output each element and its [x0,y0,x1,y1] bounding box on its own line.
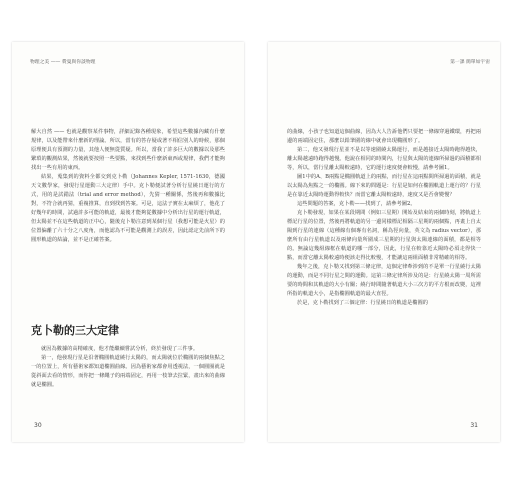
running-head-right: 第一課 簡單如宇宙 [450,60,490,65]
section-heading: 克卜勒的三大定律 [31,324,119,337]
paragraph: 克卜勒發現，如果在某段期間（例如三星期）開始及結束的兩個時刻，將軌道上標記行星的位置，然後再將軌道的另一邊同樣標記相隔三星期的兩個點，再畫上自太陽到行星的連線（這種線有個專有名詞，稱為徑向量，英文為 radius vector），那麼所有由行星軌道以及兩條向量所圍成三星期的行星與太陽連線的面積，都是相等的。無論這幾組線框在軌道的哪一部分，因此，行星在較靠近太陽時必須走得快一點，而當它離太陽較遠時便該走得比較慢，才能讓這兩組面積非常精確的相等。 [287,210,481,261]
left-body-top [31,128,225,245]
paragraph: 就因為數據的高精確度，他才能繼續嘗試分析，終於發現了三件事。 [41,346,199,352]
paragraph: 於是，克卜勒找到了三個定律：行星繞日的軌道是橢圓的 [297,300,428,306]
running-head-left: 物理之美 —— 費曼與你談物理 [30,60,96,65]
paragraph: 幾年之後，克卜勒又找到第三條定律，這個定律牽涉到的不是單一行星繞行太陽的運動，而是不同行星之間的運動。這第三條定律所涉及的是：行星繞太陽一周所需要的時間和其軌道的大小有關；繞行時間隨著軌道大小三次方的平方根而改變，這裡所指的軌道大小，是指橢圓軌道的最大直徑。 [287,264,481,297]
paragraph: 的曲線，小孩子也知道這個曲線，因為大人告訴他們只要把一條線穿過鐵環，再把兩邊的兩端固定住，那麼以鉛筆圍的線中就會出現橢圓形了。 [287,129,481,144]
paragraph: 結果，蒐集到的資料全都交到克卜勒（Johannes Kepler, 1571-1630，德國天文數學家，發現行星運動三大定律）手中。克卜勒便試著分析行星繞日運行的方式，用的是試錯法（trial and error method），先猜一種關係，然後再和數據比對，不符合就再猜，重複推算，直到找到答案。可是，這法子實在太麻煩了，他花了好幾年的時間，試過許多可能的軌道，最後才能夠從數據中分析出行星的運行軌道，但太陽並不在這些軌道的正中心，隨後克卜勒注意到某個行星（我想可能是火星）的位置偏離了六十分之八度角，而他認為不可能是觀測上的誤差，因此認定先前所下的圓形軌道的結論，並不是正確答案。 [31,174,225,243]
paragraph: 圖1中的A、B兩點是橢圓軌道上的兩點，而行星在這兩點間所掃過的面積，就是以太陽為焦點之一的橢圓。線下來的問題是：行星是如何在橢圓軌道上運行的？行星是在靠近太陽時運動得較快？而當它離太陽較遠時，速度又是否會變慢？ [287,174,481,198]
right-body [287,128,481,308]
paragraph: 第一，他發現行星是沿著橢圓軌道繞行太陽的，而太陽就位於橢圓的兩個焦點之一的位置上，所有藝術家都知道橢圓曲線。因為藝術家都會用透視法，一個圓圈就是從斜面去看的情形，而你把一條繩子的兩端固定，再用一枝筆去拉緊，畫出來的曲線就是橢圓。 [31,355,225,388]
left-body-bottom [31,345,225,390]
paragraph: 解大自然 —— 也就是觀察某件事物，詳細記錄各種現象，希望這些數據內藏有什麼規律，以及能帶來什麼新的理論。所以，當有的答存疑或著不相信別人的時候，那個原理便具有預測的力量，其他人便無從質疑。所以，當我了許多巨大的數據以及那些繁瑣的觀測結果，然後就要按照一些要點，來找到些什麼新東西或規律，我們才能夠找出一些有用的東西。 [31,129,225,171]
page-number-left: 30 [34,422,42,429]
page-number-right: 31 [470,422,478,429]
paragraph: 第二，他又發現行星並不是以等速圍繞太陽運行，而是越接近太陽時跑得越快，離太陽越遠時跑得越慢。他說在相同的時間內，行星與太陽的連線所掃過的面積都相等，所以，當行星離太陽較遠時，它的運行速度便會較慢，請參考圖1。 [287,147,481,171]
paragraph: 這些問題的答案，克卜勒——找到了，請參考圖2。 [297,201,416,207]
